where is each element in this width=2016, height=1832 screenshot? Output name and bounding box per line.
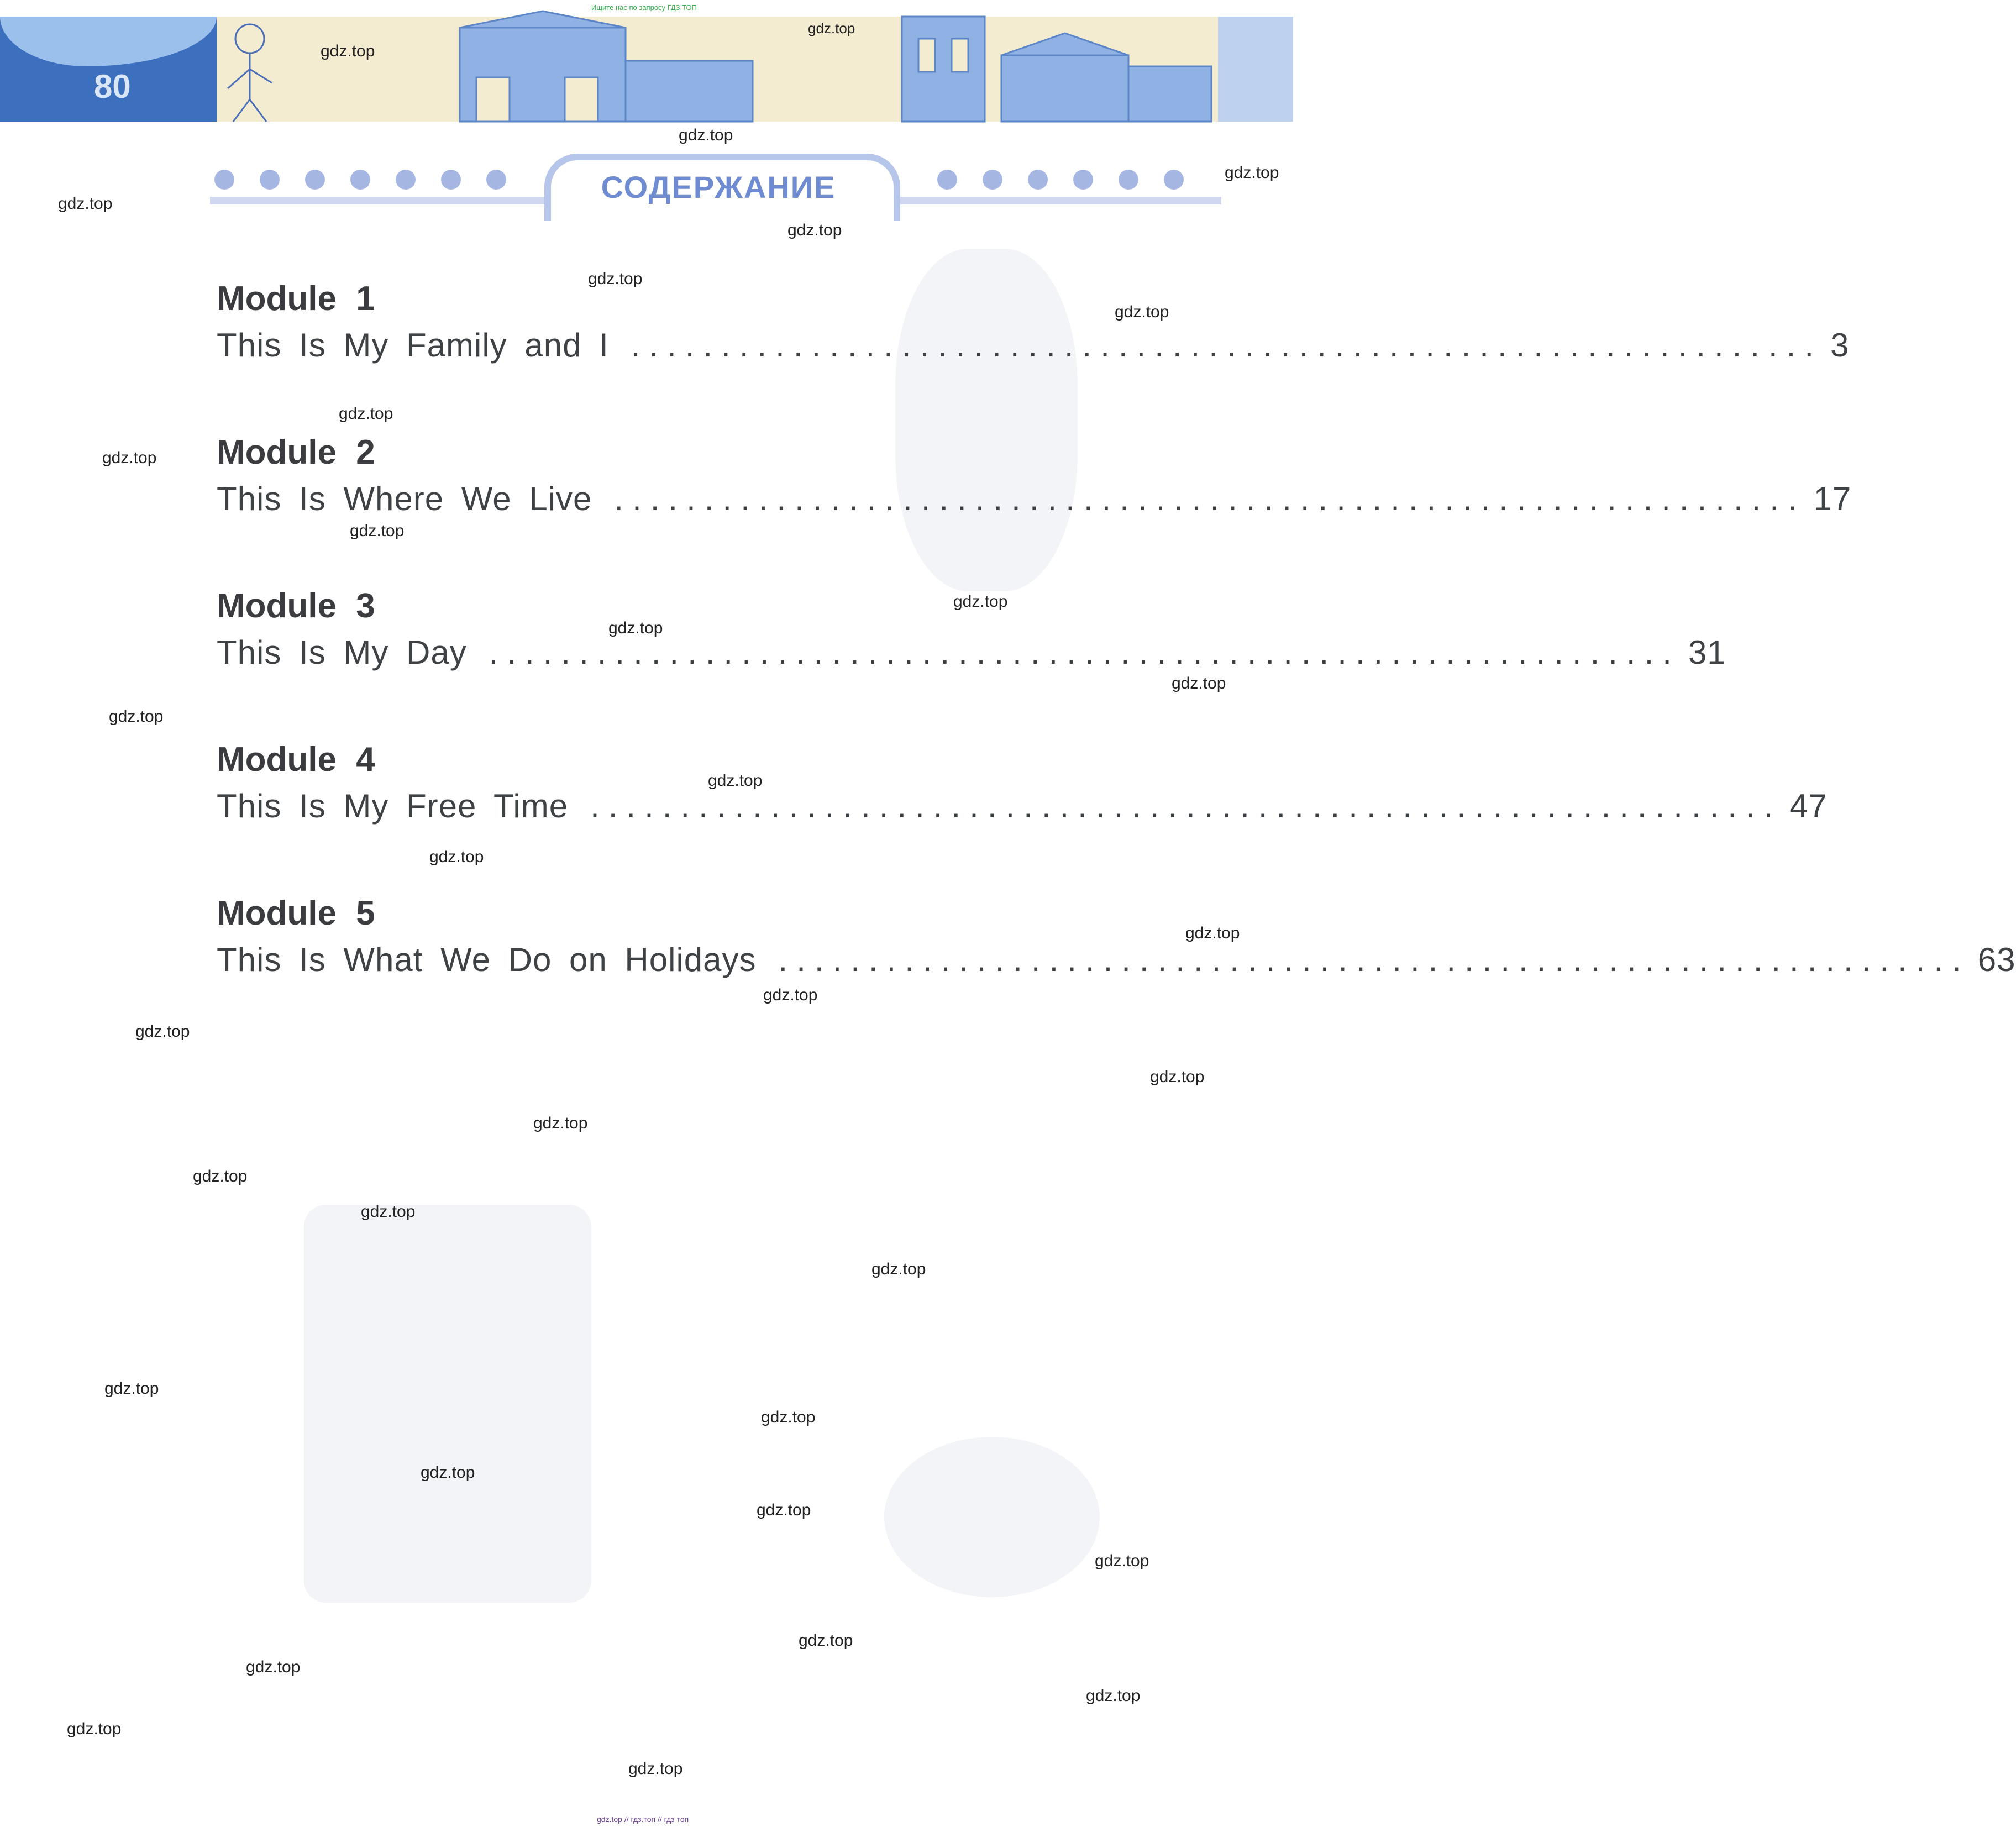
toc-entry-2[interactable] bbox=[217, 480, 1852, 524]
watermark: gdz.top bbox=[339, 405, 393, 423]
ribbon-dot bbox=[937, 170, 957, 190]
toc-entry-4[interactable] bbox=[217, 787, 1828, 831]
watermark: gdz.top bbox=[708, 771, 763, 790]
bleed-photo bbox=[304, 1205, 591, 1603]
watermark: gdz.top bbox=[953, 592, 1008, 611]
watermark: gdz.top bbox=[321, 42, 375, 60]
header-city-illustration bbox=[217, 17, 1218, 122]
section-title: СОДЕРЖАНИЕ bbox=[601, 170, 836, 204]
watermark: gdz.top bbox=[246, 1658, 301, 1676]
watermark: gdz.top bbox=[788, 221, 842, 239]
page-number: 80 bbox=[94, 68, 131, 105]
toc-entry-5[interactable] bbox=[217, 941, 2016, 985]
toc-page-number: 3 bbox=[1830, 327, 1850, 364]
toc-entry-3[interactable] bbox=[217, 633, 1726, 678]
watermark: gdz.top bbox=[628, 1760, 683, 1778]
watermark: gdz.top bbox=[109, 707, 164, 726]
toc-entry-title: This Is What We Do on Holidays bbox=[217, 941, 757, 978]
toc-module-5: Module 5 bbox=[217, 894, 375, 932]
page-header bbox=[0, 17, 1293, 122]
watermark: gdz.top bbox=[193, 1167, 248, 1185]
watermark: gdz.top bbox=[135, 1022, 190, 1041]
ribbon-dot bbox=[983, 170, 1002, 190]
watermark: gdz.top bbox=[1225, 164, 1279, 182]
watermark: gdz.top bbox=[757, 1501, 811, 1519]
watermark: gdz.top bbox=[67, 1720, 122, 1738]
watermark: gdz.top bbox=[102, 449, 157, 467]
top-notice: Ищите нас по запросу ГДЗ ТОП bbox=[591, 3, 697, 12]
watermark: gdz.top bbox=[872, 1260, 926, 1278]
toc-entry-1[interactable] bbox=[217, 326, 1850, 370]
toc-page-number: 47 bbox=[1789, 788, 1828, 825]
watermark: gdz.top bbox=[361, 1203, 416, 1221]
watermark: gdz.top bbox=[1185, 924, 1240, 942]
watermark: gdz.top bbox=[1095, 1552, 1149, 1570]
watermark: gdz.top bbox=[1150, 1068, 1205, 1086]
watermark: gdz.top bbox=[608, 619, 663, 637]
watermark: gdz.top bbox=[1172, 674, 1226, 692]
ribbon-dot bbox=[486, 170, 506, 190]
ribbon-dot bbox=[260, 170, 280, 190]
ribbon-dot bbox=[350, 170, 370, 190]
watermark: gdz.top bbox=[808, 20, 855, 36]
toc-module-2: Module 2 bbox=[217, 433, 375, 471]
toc-entry-title: This Is Where We Live bbox=[217, 480, 592, 517]
toc-module-3: Module 3 bbox=[217, 587, 375, 625]
toc-module-4: Module 4 bbox=[217, 741, 375, 779]
watermark: gdz.top bbox=[429, 848, 484, 866]
toc-leader-dots: .................................................................. bbox=[614, 480, 1806, 517]
ribbon-dot bbox=[1073, 170, 1093, 190]
footer-watermark: gdz.top // гдз.топ // гдз топ bbox=[597, 1815, 689, 1824]
toc-leader-dots: .................................................................. bbox=[778, 941, 1970, 978]
watermark: gdz.top bbox=[679, 126, 733, 144]
toc-page-number: 63 bbox=[1977, 941, 2016, 978]
toc-page-number: 31 bbox=[1688, 634, 1726, 671]
watermark: gdz.top bbox=[421, 1463, 475, 1482]
ribbon-dot bbox=[305, 170, 325, 190]
watermark: gdz.top bbox=[533, 1114, 588, 1132]
toc-leader-dots: .................................................................. bbox=[489, 634, 1681, 671]
watermark: gdz.top bbox=[588, 270, 643, 288]
toc-page-number: 17 bbox=[1813, 480, 1852, 517]
watermark: gdz.top bbox=[761, 1408, 816, 1426]
watermark: gdz.top bbox=[1086, 1687, 1141, 1705]
ribbon-dot bbox=[214, 170, 234, 190]
ribbon-dot bbox=[441, 170, 461, 190]
watermark: gdz.top bbox=[763, 986, 818, 1004]
bleed-illustration-2 bbox=[895, 249, 1078, 591]
watermark: gdz.top bbox=[799, 1631, 853, 1650]
toc-module-1: Module 1 bbox=[217, 280, 375, 318]
toc-entry-title: This Is My Day bbox=[217, 634, 467, 671]
toc-entry-title: This Is My Free Time bbox=[217, 788, 569, 825]
city-skyline-icon bbox=[217, 17, 1218, 122]
toc-leader-dots: .................................................................. bbox=[631, 327, 1823, 364]
ribbon-dot bbox=[1028, 170, 1048, 190]
ribbon-dot bbox=[1119, 170, 1138, 190]
watermark: gdz.top bbox=[1115, 303, 1169, 321]
watermark: gdz.top bbox=[350, 522, 405, 540]
watermark: gdz.top bbox=[104, 1379, 159, 1398]
bleed-illustration bbox=[884, 1437, 1100, 1597]
header-right-band bbox=[1218, 17, 1293, 122]
ribbon-dot bbox=[396, 170, 416, 190]
toc-entry-title: This Is My Family and I bbox=[217, 327, 609, 364]
ribbon-dot bbox=[1164, 170, 1184, 190]
toc-leader-dots: .................................................................. bbox=[590, 788, 1782, 825]
watermark: gdz.top bbox=[58, 195, 113, 213]
